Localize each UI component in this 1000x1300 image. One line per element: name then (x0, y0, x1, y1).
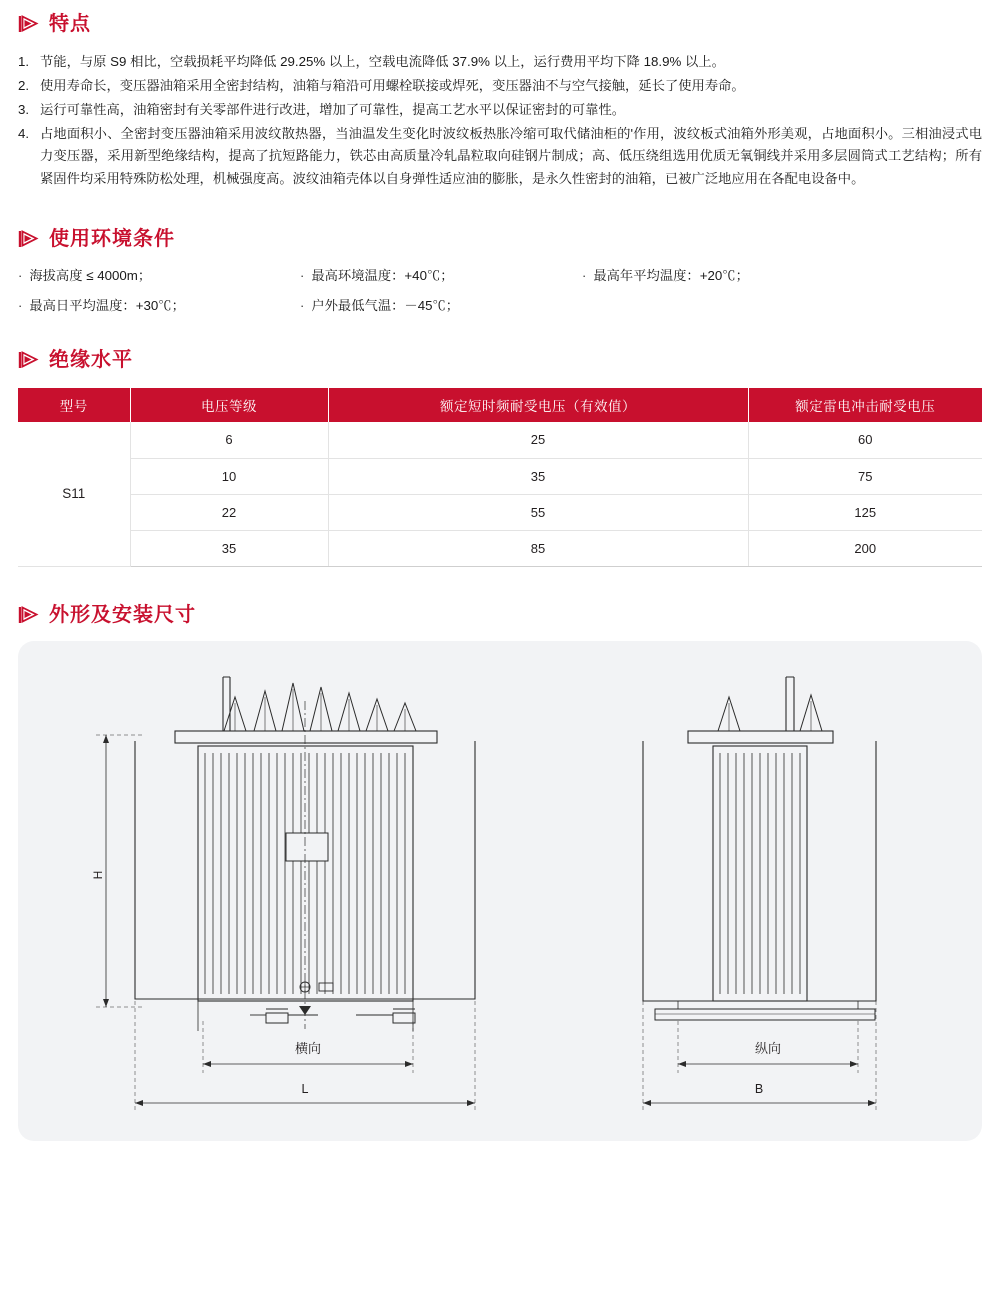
dimension-label-longitudinal: 纵向 (754, 1040, 782, 1056)
bullet-dot-icon: · (300, 268, 305, 284)
list-item-number: 1. (18, 54, 30, 69)
section-title-dimensions: 外形及安装尺寸 (49, 603, 196, 626)
cell-model: S11 (18, 422, 130, 566)
list-item (18, 75, 982, 98)
cell-lightning-impulse: 60 (748, 422, 982, 458)
column-header-power-frequency: 额定短时频耐受电压（有效值） (328, 388, 748, 422)
env-item-label: 最高日平均温度：+30℃； (29, 298, 185, 314)
list-item-text: 占地面积小、全密封变压器油箱采用波纹散热器，当油温发生变化时波纹板热胀冷缩可取代储油柜的'作用，波纹板式油箱外形美观，占地面积小。三相油浸式电力变压器，采用新型绝缘结构，提高了抗短路能力，铁芯由高质量冷轧晶粒取向硅钢片制成；高、低压绕组选用优质无氧铜线并采用多层圆筒式工艺结构；所有紧固件均采用特殊防松处理，机械强度高。波纹油箱壳体以自身弹性适应油的膨胀，是永久性密封的油箱，已被广泛地应用在各配电设备中。 (40, 125, 982, 187)
env-item-label: 最高年平均温度：+20℃； (593, 268, 749, 284)
cell-power-frequency: 35 (328, 458, 748, 494)
bullet-dot-icon: · (18, 298, 23, 314)
section-title-insulation: 绝缘水平 (49, 349, 133, 372)
column-header-lightning-impulse: 额定雷电冲击耐受电压 (748, 388, 982, 422)
table-header-row (18, 388, 982, 422)
flag-marker-icon (18, 229, 40, 249)
cell-voltage-level: 22 (130, 494, 328, 530)
env-item-label: 海拔高度 ≤ 4000m； (29, 268, 152, 284)
list-item-text: 节能，与原 S9 相比，空载损耗平均降低 29.25% 以上，空载电流降低 37.9% 以上，运行费用平均下降 18.9% 以上。 (40, 54, 725, 69)
column-header-model: 型号 (18, 388, 130, 422)
flag-marker-icon (18, 605, 40, 625)
list-item (18, 51, 982, 74)
cell-power-frequency: 25 (328, 422, 748, 458)
bullet-dot-icon: · (300, 298, 305, 314)
flag-marker-icon (18, 350, 40, 370)
features-list (18, 51, 982, 191)
environment-conditions-grid (18, 265, 982, 314)
section-title-environment: 使用环境条件 (49, 228, 175, 251)
list-item-text: 运行可靠性高，油箱密封有关零部件进行改进，增加了可靠性，提高工艺水平以保证密封的可靠性。 (40, 101, 626, 117)
cell-lightning-impulse: 75 (748, 458, 982, 494)
env-item (300, 295, 582, 314)
env-item-label: 最高环境温度：+40℃； (311, 268, 454, 284)
section-header-insulation (18, 350, 982, 370)
env-item (582, 265, 982, 284)
section-header-environment (18, 229, 982, 249)
env-item (300, 265, 582, 284)
outline-dimension-drawing-panel (18, 641, 982, 1141)
list-item-number: 2. (18, 77, 30, 93)
cell-voltage-level: 35 (130, 530, 328, 566)
list-item (18, 123, 982, 192)
dimension-label-transverse: 横向 (294, 1040, 322, 1056)
section-title-features: 特点 (49, 13, 91, 35)
dimension-label-length: L (301, 1081, 309, 1096)
section-header-features (18, 0, 982, 34)
table-row (18, 530, 982, 566)
table-row (18, 494, 982, 530)
section-header-dimensions (18, 605, 982, 625)
env-item (18, 295, 300, 314)
dimension-label-width: B (754, 1081, 764, 1096)
bullet-dot-icon: · (18, 268, 23, 284)
list-item-text: 使用寿命长，变压器油箱采用全密封结构，油箱与箱沿可用螺栓联接或焊死，变压器油不与空气接触，延长了使用寿命。 (40, 77, 745, 93)
env-grid-spacer (582, 295, 982, 314)
flag-marker-icon (18, 14, 40, 34)
cell-power-frequency: 85 (328, 530, 748, 566)
cell-voltage-level: 10 (130, 458, 328, 494)
table-row (18, 422, 982, 458)
cell-voltage-level: 6 (130, 422, 328, 458)
env-item-label: 户外最低气温：－45℃； (311, 298, 460, 314)
bullet-dot-icon: · (582, 268, 587, 284)
list-item (18, 99, 982, 122)
cell-lightning-impulse: 200 (748, 530, 982, 566)
cell-lightning-impulse: 125 (748, 494, 982, 530)
dimension-label-height: H (91, 870, 105, 879)
list-item-number: 4. (18, 125, 30, 141)
cell-power-frequency: 55 (328, 494, 748, 530)
column-header-voltage-level: 电压等级 (130, 388, 328, 422)
transformer-outline-drawing (18, 641, 982, 1141)
table-row (18, 458, 982, 494)
list-item-number: 3. (18, 101, 30, 117)
env-item (18, 265, 300, 284)
insulation-level-table (18, 388, 982, 567)
